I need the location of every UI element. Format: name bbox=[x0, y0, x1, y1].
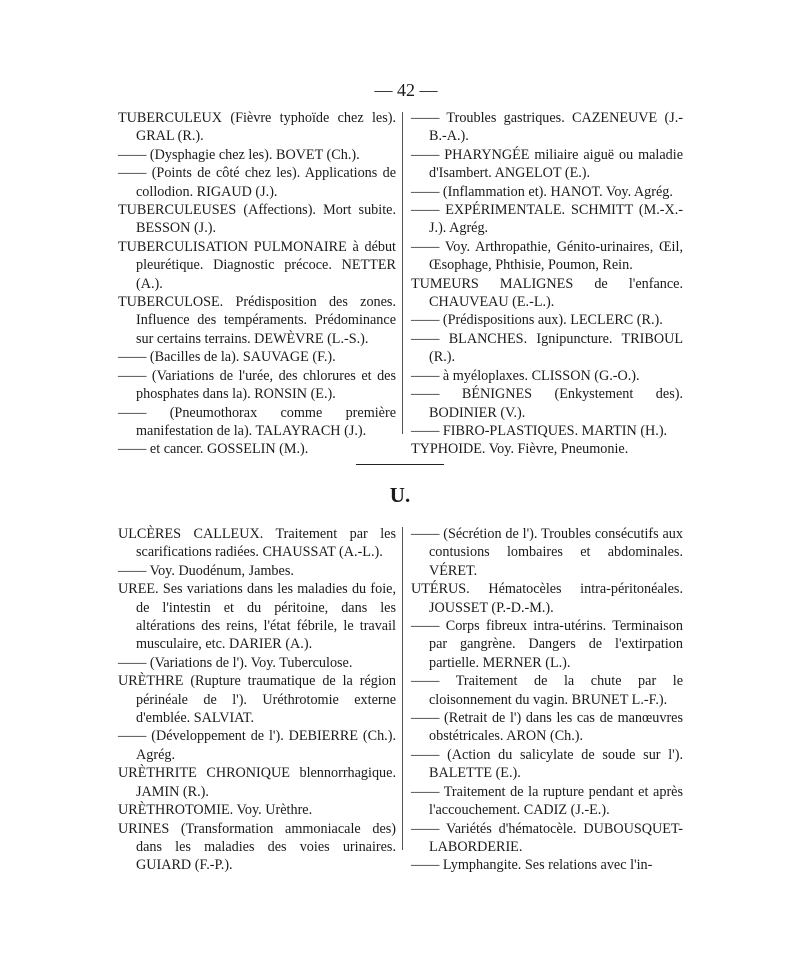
index-entry: URÈTHRITE CHRONIQUE blennorrhagique. JAMIN (R.). bbox=[118, 765, 396, 800]
index-entry: URÈTHROTOMIE. Voy. Urèthre. bbox=[118, 802, 313, 819]
index-entry: ULCÈRES CALLEUX. Traitement par les scarifications radiées. CHAUSSAT (A.-L.). bbox=[118, 526, 396, 561]
index-entry: —— Voy. Arthropathie, Génito-urinaires, Œil, Œsophage, Phthisie, Poumon, Rein. bbox=[411, 238, 683, 274]
section-heading: U. bbox=[389, 483, 411, 507]
section-u-left-column bbox=[118, 525, 396, 875]
index-entry: —— (Variations de l'). Voy. Tuberculose. bbox=[118, 654, 353, 671]
index-entry: UREE. Ses variations dans les maladies du foie, de l'intestin et du péritoine, dans les altérations des reins, l'état fébrile, le travail musculaire, etc. DARIER (A.). bbox=[118, 581, 396, 653]
index-entry: —— BLANCHES. Ignipuncture. TRIBOUL (R.). bbox=[411, 330, 683, 366]
index-entry: TYPHOIDE. Voy. Fièvre, Pneumonie. bbox=[411, 441, 629, 458]
index-entry: TUBERCULEUX (Fièvre typhoïde chez les). GRAL (R.). bbox=[118, 110, 396, 145]
index-entry: —— PHARYNGÉE miliaire aiguë ou maladie d'Isambert. ANGELOT (E.). bbox=[411, 146, 683, 182]
section-t-left-column bbox=[118, 109, 396, 459]
index-entry: —— (Points de côté chez les). Applications de collodion. RIGAUD (J.). bbox=[118, 165, 396, 200]
section-divider bbox=[356, 464, 444, 465]
index-entry: —— Traitement de la rupture pendant et après l'accouchement. CADIZ (J.-E.). bbox=[411, 783, 683, 819]
index-entry: —— (Retrait de l') dans les cas de manœuvres obstétricales. ARON (Ch.). bbox=[411, 710, 683, 745]
index-entry: —— et cancer. GOSSELIN (M.). bbox=[118, 441, 309, 458]
column-divider bbox=[402, 527, 403, 850]
index-entry: —— (Prédispositions aux). LECLERC (R.). bbox=[411, 312, 663, 329]
index-entry: —— Corps fibreux intra-utérins. Terminaison par gangrène. Dangers de l'extirpation partielle. MERNER (L.). bbox=[411, 618, 683, 671]
index-entry: —— Traitement de la chute par le cloisonnement du vagin. BRUNET L.-F.). bbox=[411, 673, 683, 708]
index-entry: URÈTHRE (Rupture traumatique de la région périnéale de l'). Uréthrotomie externe d'emblée. SALVIAT. bbox=[118, 673, 396, 727]
index-entry: URINES (Transformation ammoniacale des) dans les maladies des voies urinaires. GUIARD (F.-P.). bbox=[118, 820, 396, 874]
index-entry: TUBERCULOSE. Prédisposition des zones. Influence des tempéraments. Prédominance sur certains terrains. DEWÈVRE (L.-S.). bbox=[118, 294, 396, 347]
index-entry: —— Troubles gastriques. CAZENEUVE (J.-B.-A.). bbox=[411, 110, 683, 145]
index-entry: —— (Développement de l'). DEBIERRE (Ch.). Agrég. bbox=[118, 728, 396, 763]
page-number: — 42 — bbox=[374, 80, 438, 100]
index-entry: TUBERCULEUSES (Affections). Mort subite. BESSON (J.). bbox=[118, 202, 396, 237]
index-entry: —— (Pneumothorax comme première manifestation de la). TALAYRACH (J.). bbox=[118, 404, 396, 439]
index-entry: TUMEURS MALIGNES de l'enfance. CHAUVEAU (E.-L.). bbox=[411, 275, 683, 311]
index-entry: —— à myéloplaxes. CLISSON (G.-O.). bbox=[411, 367, 640, 384]
index-entry: —— Variétés d'hématocèle. DUBOUSQUET-LABORDERIE. bbox=[411, 820, 683, 855]
index-entry: —— (Bacilles de la). SAUVAGE (F.). bbox=[118, 349, 336, 366]
column-divider bbox=[402, 112, 403, 434]
index-entry: —— (Inflammation et). HANOT. Voy. Agrég. bbox=[411, 183, 673, 200]
index-entry: —— Lymphangite. Ses relations avec l'in- bbox=[411, 857, 653, 874]
index-entry: —— Voy. Duodénum, Jambes. bbox=[118, 562, 294, 579]
section-t-right-column bbox=[411, 109, 683, 459]
index-entry: —— FIBRO-PLASTIQUES. MARTIN (H.). bbox=[411, 422, 668, 439]
index-entry: —— BÉNIGNES (Enkystement des). BODINIER (V.). bbox=[411, 386, 683, 421]
index-entry: —— (Sécrétion de l'). Troubles consécutifs aux contusions lombaires et abdominales. VÉRET. bbox=[411, 526, 683, 579]
index-entry: —— (Action du salicylate de soude sur l'). BALETTE (E.). bbox=[411, 746, 683, 782]
index-entry: TUBERCULISATION PULMONAIRE à début pleurétique. Diagnostic précoce. NETTER (A.). bbox=[118, 238, 396, 292]
index-entry: —— (Variations de l'urée, des chlorures et des phosphates dans la). RONSIN (E.). bbox=[118, 367, 396, 403]
index-entry: —— EXPÉRIMENTALE. SCHMITT (M.-X.-J.). Agrég. bbox=[411, 202, 683, 237]
section-u-right-column bbox=[411, 525, 683, 875]
index-entry: —— (Dysphagie chez les). BOVET (Ch.). bbox=[118, 146, 360, 163]
index-entry: UTÉRUS. Hématocèles intra-péritonéales. JOUSSET (P.-D.-M.). bbox=[411, 581, 683, 616]
